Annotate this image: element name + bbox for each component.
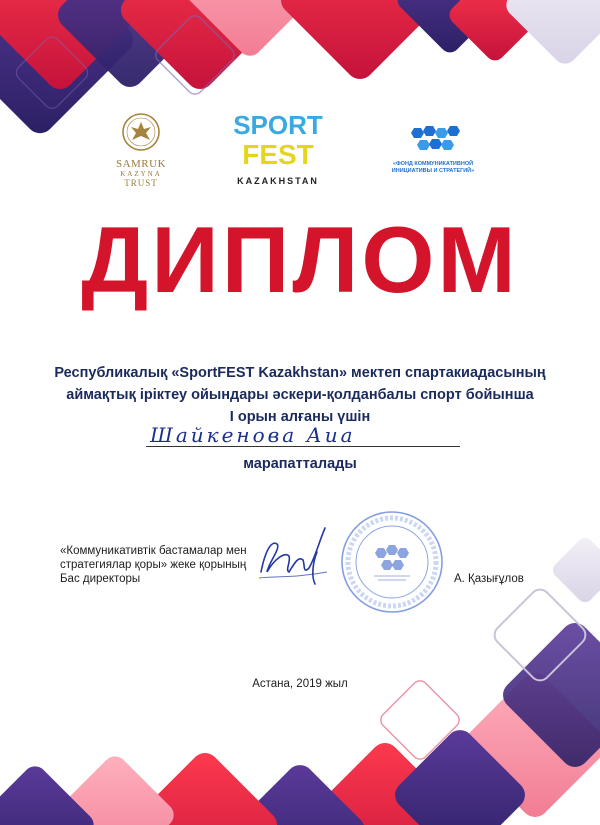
samruk-emblem-icon [121, 112, 161, 152]
position-line-3: Бас директоры [60, 573, 141, 585]
samruk-sub: KAZYNA [120, 170, 162, 178]
position-line-2: стратегиялар қоры» жеке қорының [60, 559, 247, 571]
samruk-name: SAMRUK [115, 158, 167, 170]
position-line-1: «Коммуникативтік бастамалар мен [60, 545, 247, 557]
body-line-3: I орын алғаны үшін [229, 409, 371, 425]
signer-position [60, 544, 280, 586]
handwritten-signature [255, 522, 335, 586]
place-date: Астана, 2019 жыл [252, 678, 348, 690]
recipient-name: Шайкенова Аиа [146, 424, 460, 447]
samruk-trust: TRUST [124, 178, 158, 188]
body-line-2: аймақтық іріктеу ойындары әскери-қолданбалы спорт бойынша [66, 387, 534, 403]
awarded-text: марапатталады [243, 456, 357, 472]
round-stamp [338, 508, 446, 616]
sportfest-wordmark [232, 110, 324, 168]
samruk-kazyna-trust-logo [110, 112, 172, 188]
fond-caption-line1: «ФОНД КОММУНИКАТИВНОЙ [392, 161, 474, 167]
body-line-1: Республикалық «SportFEST Kazakhstan» мектеп спартакиадасының [54, 365, 546, 381]
hexagon-cluster-icon [402, 124, 464, 154]
fond-caption-line2: ИНИЦИАТИВЫ И СТРАТЕГИЙ» [391, 167, 475, 174]
sportfest-caption: KAZAKHSTAN [237, 176, 319, 186]
sportfest-line2: FEST [242, 139, 314, 168]
sportfest-line1: SPORT [233, 110, 323, 140]
fond-logo [383, 124, 483, 174]
signer-name: А. Қазығұлов [454, 573, 524, 585]
sportfest-logo [232, 110, 324, 186]
diploma-title: ДИПЛОМ [81, 207, 519, 312]
